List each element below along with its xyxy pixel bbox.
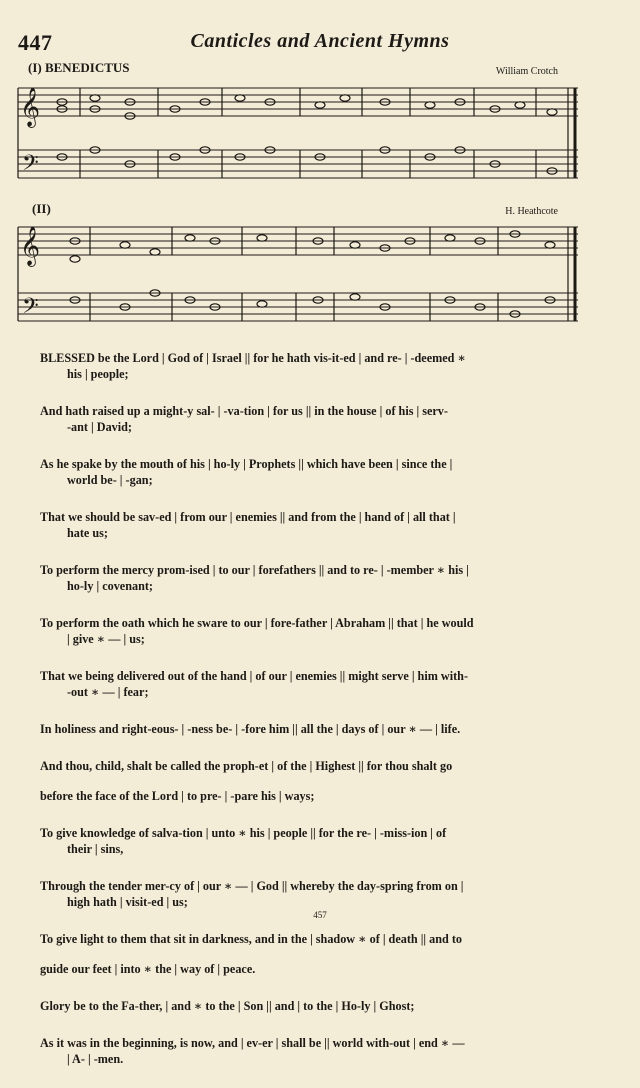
verse: That we being delivered out of the hand | of our | enemies || might serve | him with- -out ∗ — | fear; bbox=[40, 669, 469, 699]
verse: To perform the mercy prom-ised | to our | forefathers || and to re- | -member ∗ his | ho-ly | covenant; bbox=[40, 563, 469, 593]
bass-clef-icon: 𝄢 bbox=[22, 294, 39, 324]
footer-page-number: 457 bbox=[313, 910, 327, 920]
chant-one-barlines bbox=[18, 88, 575, 178]
chant-two-notes bbox=[70, 231, 555, 317]
bass-clef-icon: 𝄢 bbox=[22, 151, 39, 181]
verse: Glory be to the Fa-ther, | and ∗ to the | Son || and | to the | Ho-ly | Ghost; bbox=[40, 999, 415, 1013]
chant-two-clefs bbox=[20, 226, 40, 324]
chant-two-treble-staff bbox=[18, 227, 578, 255]
chant-two-heading: (II) bbox=[32, 201, 51, 216]
chant-one-bass-staff bbox=[18, 150, 578, 178]
verse: To give knowledge of salva-tion | unto ∗ his | people || for the re- | -miss-ion | of their | sins, bbox=[40, 826, 447, 856]
verse: To perform the oath which he sware to our | fore-father | Abraham || that | he would | give ∗ — | us; bbox=[40, 616, 474, 646]
canticle-text bbox=[40, 350, 600, 1088]
verse: In holiness and right-eous- | -ness be- | -fore him || all the | days of | our ∗ — | life. bbox=[40, 722, 461, 736]
treble-clef-icon: 𝄞 bbox=[20, 87, 41, 127]
chant-one-composer: William Crotch bbox=[495, 66, 558, 77]
verse: That we should be sav-ed | from our | enemies || and from the | hand of | all that | hate us; bbox=[40, 510, 456, 540]
verse: And hath raised up a might-y sal- | -va-tion | for us || in the house | of his | serv- -ant | David; bbox=[40, 404, 448, 434]
treble-clef-icon: 𝄞 bbox=[20, 226, 41, 266]
chant-one-notes bbox=[57, 95, 557, 174]
chant-one-heading: (I) BENEDICTUS bbox=[28, 60, 130, 75]
chant-one-clefs bbox=[20, 87, 40, 181]
music-staves bbox=[0, 0, 640, 345]
verse: BLESSED be the Lord | God of | Israel || for he hath vis-it-ed | and re- | -deemed ∗ his | people; bbox=[40, 351, 466, 381]
page-number: 447 bbox=[18, 30, 53, 55]
running-title: Canticles and Ancient Hymns bbox=[190, 30, 450, 52]
verse: To give light to them that sit in darkness, and in the | shadow ∗ of | death || and to guide our feet | into ∗ the | way of | peace. bbox=[40, 932, 462, 976]
verse: As he spake by the mouth of his | ho-ly | Prophets || which have been | since the | world be- | -gan; bbox=[40, 457, 453, 487]
verse: As it was in the beginning, is now, and | ev-er | shall be || world with-out | end ∗ — | A- | -men. bbox=[40, 1036, 465, 1066]
verse: Through the tender mer-cy of | our ∗ — | God || whereby the day-spring from on | high hath | visit-ed | us; bbox=[40, 879, 464, 909]
verse: And thou, child, shalt be called the proph-et | of the | Highest || for thou shalt go before the face of the Lord | to pre- | -pare his | ways; bbox=[40, 759, 453, 803]
chant-two-composer: H. Heathcote bbox=[505, 206, 558, 217]
chant-two-bass-staff bbox=[18, 293, 578, 321]
